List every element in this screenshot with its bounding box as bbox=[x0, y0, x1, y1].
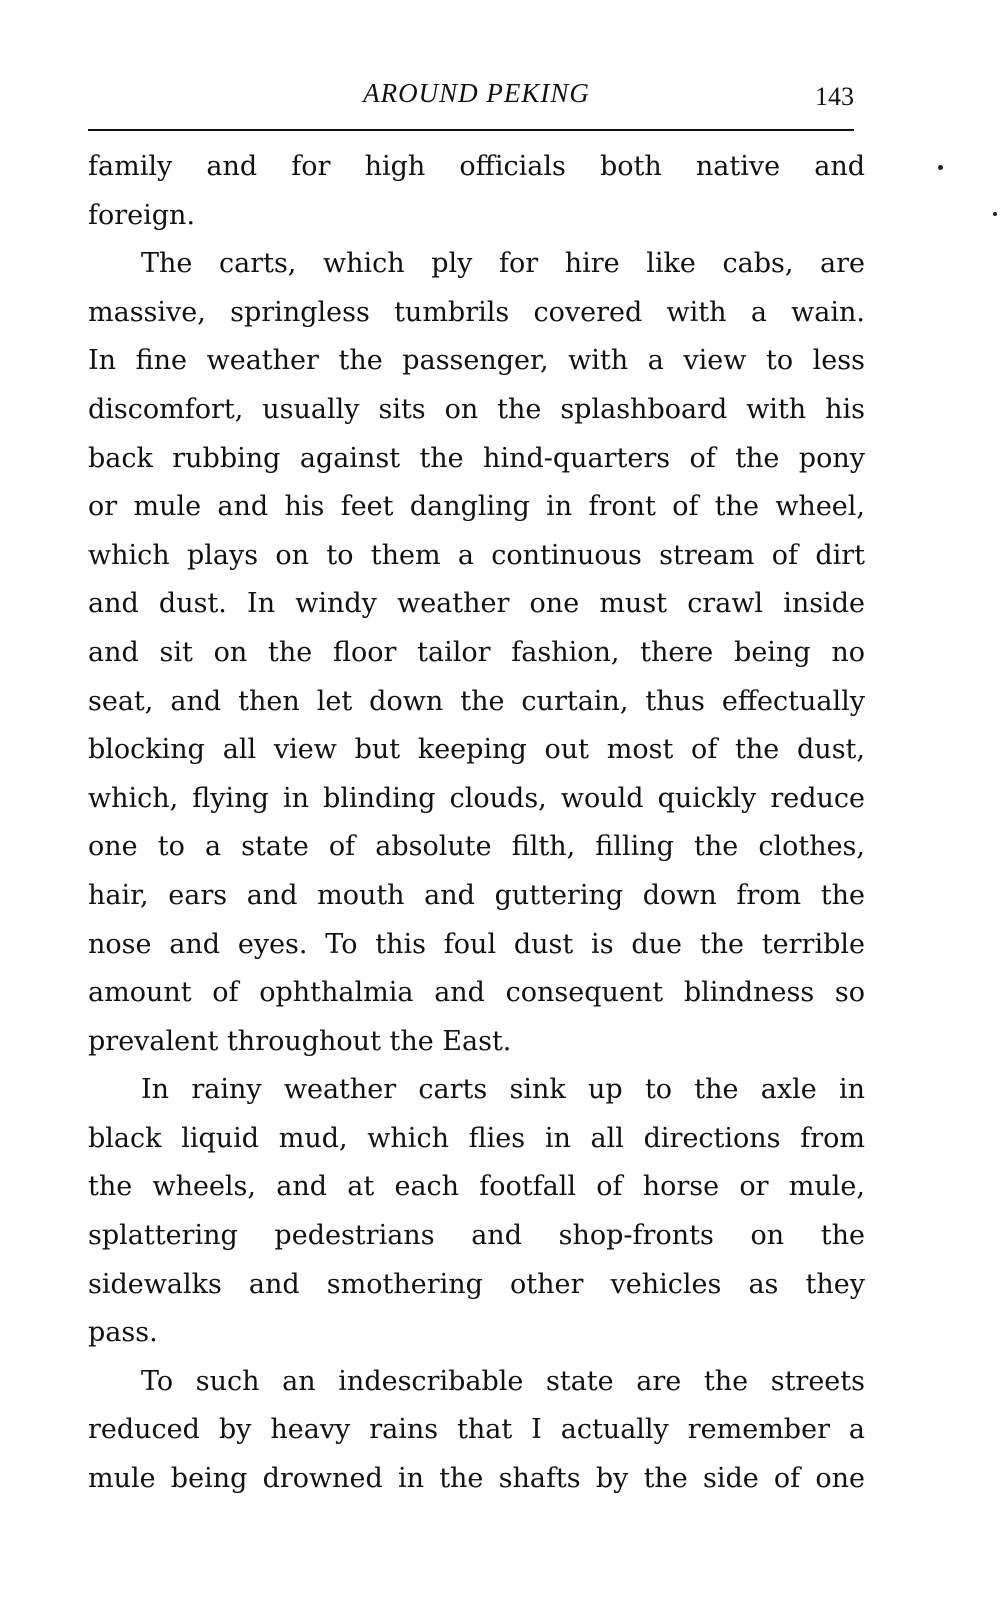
text-line: In fine weather the passenger, with a view to less bbox=[88, 345, 865, 377]
text-line: prevalent throughout the East. bbox=[88, 1025, 512, 1057]
text-line: black liquid mud, which flies in all directions from bbox=[88, 1122, 865, 1154]
paragraph bbox=[88, 143, 865, 240]
text-line: sidewalks and smothering other vehicles as they bbox=[88, 1268, 865, 1300]
text-line: To such an indescribable state are the streets bbox=[141, 1365, 865, 1397]
paragraph bbox=[88, 1358, 865, 1504]
text-line: blocking all view but keeping out most of the dust, bbox=[88, 734, 865, 766]
margin-speck bbox=[993, 212, 997, 216]
text-line: discomfort, usually sits on the splashboard with his bbox=[88, 393, 865, 425]
paragraph bbox=[88, 1066, 865, 1358]
text-line: back rubbing against the hind-quarters of the pony bbox=[88, 442, 865, 474]
text-line: In rainy weather carts sink up to the axle in bbox=[141, 1074, 865, 1106]
header-rule bbox=[88, 129, 854, 131]
text-line: nose and eyes. To this foul dust is due the terrible bbox=[88, 928, 865, 960]
text-line: seat, and then let down the curtain, thus effectually bbox=[88, 685, 865, 717]
text-line: and sit on the floor tailor fashion, there being no bbox=[88, 636, 865, 668]
text-line: mule being drowned in the shafts by the side of one bbox=[88, 1463, 865, 1495]
text-line: or mule and his feet dangling in front of the wheel, bbox=[88, 491, 865, 523]
text-line: which, flying in blinding clouds, would quickly reduce bbox=[88, 782, 865, 814]
text-line: family and for high officials both native and bbox=[88, 151, 865, 182]
text-line: which plays on to them a continuous stream of dirt bbox=[88, 539, 865, 571]
text-line: The carts, which ply for hire like cabs, are bbox=[141, 248, 865, 280]
running-head-title: AROUND PEKING bbox=[363, 78, 590, 108]
page-number: 143 bbox=[815, 82, 854, 111]
text-line: pass. bbox=[88, 1317, 158, 1349]
text-line: hair, ears and mouth and guttering down from the bbox=[88, 879, 865, 911]
margin-speck bbox=[938, 165, 943, 170]
text-line: reduced by heavy rains that I actually remember a bbox=[88, 1414, 865, 1446]
text-line: the wheels, and at each footfall of horse or mule, bbox=[88, 1171, 865, 1203]
body-text bbox=[88, 143, 865, 1504]
text-line: amount of ophthalmia and consequent blindness so bbox=[88, 977, 865, 1009]
text-line: one to a state of absolute filth, filling the clothes, bbox=[88, 831, 865, 863]
text-line: and dust. In windy weather one must crawl inside bbox=[88, 588, 865, 620]
text-line: splattering pedestrians and shop-fronts on the bbox=[88, 1220, 865, 1252]
paragraph bbox=[88, 240, 865, 1066]
text-line: foreign. bbox=[88, 199, 196, 231]
text-line: massive, springless tumbrils covered with a wain. bbox=[88, 296, 865, 328]
